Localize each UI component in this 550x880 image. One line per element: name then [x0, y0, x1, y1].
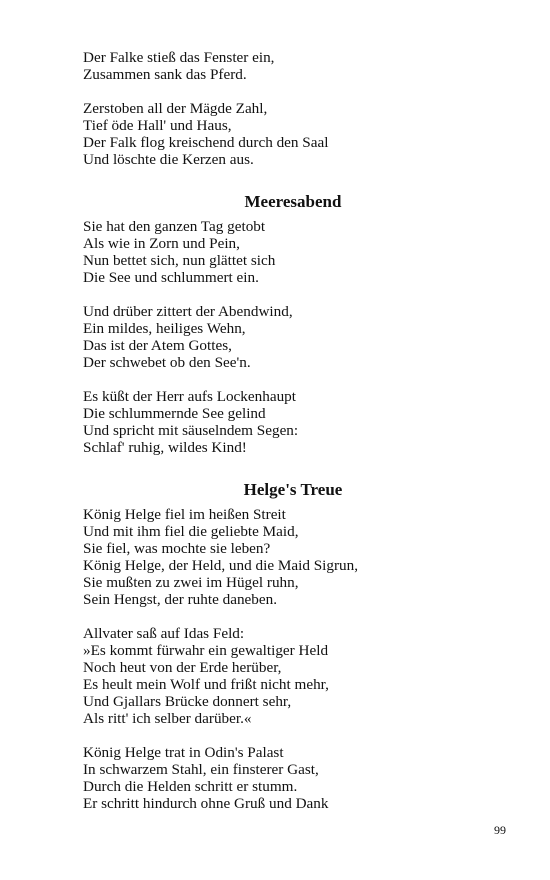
stanza [83, 506, 503, 608]
stanza [83, 218, 503, 286]
verse-line: Als wie in Zorn und Pein, [83, 235, 240, 252]
verse-line: Die See und schlummert ein. [83, 269, 259, 286]
verse-line: Und drüber zittert der Abendwind, [83, 303, 293, 320]
poem-title: Meeresabend [244, 192, 342, 211]
verse-line: Der Falk flog kreischend durch den Saal [83, 134, 329, 151]
verse-line: Sie hat den ganzen Tag getobt [83, 218, 266, 235]
verse-line: Das ist der Atem Gottes, [83, 337, 232, 354]
verse-line: Zusammen sank das Pferd. [83, 66, 247, 83]
verse-line: Nun bettet sich, nun glättet sich [83, 252, 276, 269]
verse-line: König Helge trat in Odin's Palast [83, 744, 284, 761]
verse-line: Allvater saß auf Idas Feld: [83, 625, 245, 642]
stanza [83, 100, 503, 168]
verse-line: Sie fiel, was mochte sie leben? [83, 540, 271, 557]
stanza [83, 49, 503, 83]
verse-line: König Helge, der Held, und die Maid Sigrun, [83, 557, 359, 574]
page-number: 99 [494, 823, 506, 837]
verse-line: Es heult mein Wolf und frißt nicht mehr, [83, 676, 329, 693]
verse-line: Sein Hengst, der ruhte daneben. [83, 591, 278, 608]
poem-title: Helge's Treue [243, 480, 343, 499]
verse-line: Er schritt hindurch ohne Gruß und Dank [83, 795, 329, 812]
verse-line: Der schwebet ob den See'n. [83, 354, 251, 371]
verse-line: Und Gjallars Brücke donnert sehr, [83, 693, 292, 710]
verse-line: Der Falke stieß das Fenster ein, [83, 49, 275, 66]
verse-line: Schlaf' ruhig, wildes Kind! [83, 439, 247, 456]
stanza [83, 625, 503, 727]
stanza [83, 744, 503, 812]
verse-line: »Es kommt fürwahr ein gewaltiger Held [83, 642, 329, 659]
verse-line: Als ritt' ich selber darüber.« [83, 710, 252, 727]
verse-line: In schwarzem Stahl, ein finsterer Gast, [83, 761, 319, 778]
verse-line: Die schlummernde See gelind [83, 405, 266, 422]
verse-line: Es küßt der Herr aufs Lockenhaupt [83, 388, 296, 405]
verse-line: Sie mußten zu zwei im Hügel ruhn, [83, 574, 299, 591]
verse-line: Durch die Helden schritt er stumm. [83, 778, 298, 795]
verse-line: Noch heut von der Erde herüber, [83, 659, 282, 676]
verse-line: Ein mildes, heiliges Wehn, [83, 320, 246, 337]
verse-line: Und spricht mit säuselndem Segen: [83, 422, 299, 439]
verse-line: Und mit ihm fiel die geliebte Maid, [83, 523, 299, 540]
stanza [83, 303, 503, 371]
page-text [83, 49, 503, 812]
verse-line: Und löschte die Kerzen aus. [83, 151, 254, 168]
verse-line: König Helge fiel im heißen Streit [83, 506, 286, 523]
stanza [83, 388, 503, 456]
verse-line: Tief öde Hall' und Haus, [83, 117, 232, 134]
verse-line: Zerstoben all der Mägde Zahl, [83, 100, 268, 117]
